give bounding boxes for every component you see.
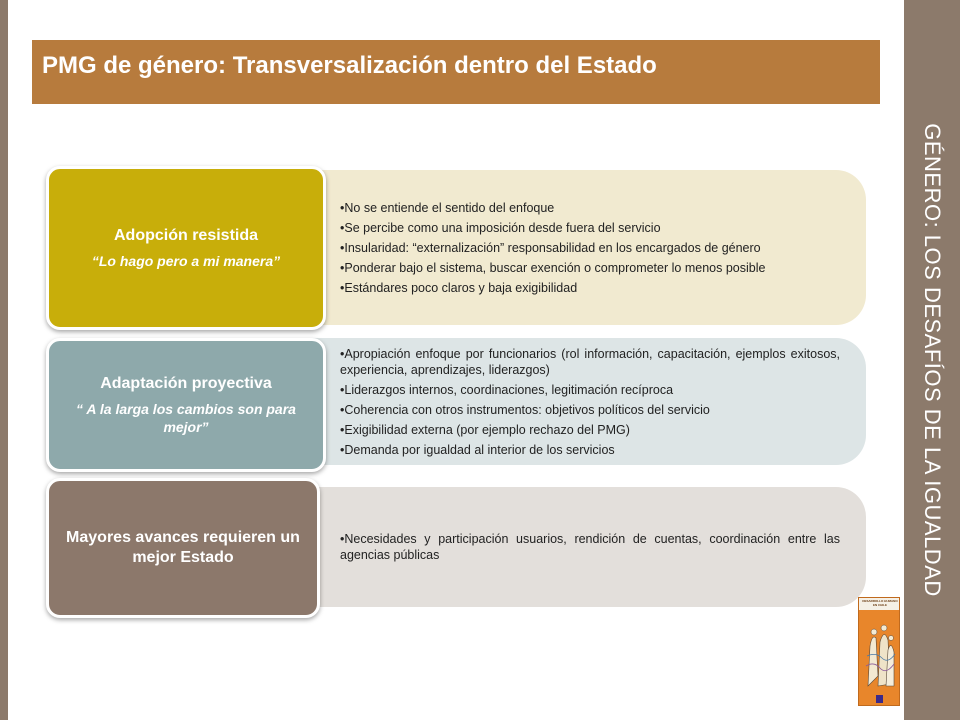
row-1-label-title: Adopción resistida bbox=[113, 227, 259, 244]
row-3-bullets-box bbox=[290, 487, 866, 607]
row-2-bullet: •Exigibilidad externa (por ejemplo rechazo del PMG) bbox=[340, 422, 630, 437]
row-2-bullet: •Demanda por igualdad al interior de los servicios bbox=[340, 442, 615, 457]
row-3-label-box bbox=[46, 478, 320, 618]
row-2-bullet: •Coherencia con otros instrumentos: objetivos políticos del servicio bbox=[340, 402, 710, 417]
row-2-label-subtitle: “ A la larga los cambios son para mejor” bbox=[76, 401, 296, 435]
header-bar bbox=[32, 40, 880, 104]
row-1-label-box bbox=[46, 166, 326, 330]
slide-title: PMG de género: Transversalización dentro del Estado bbox=[42, 52, 657, 79]
row-2-bullet: •Apropiación enfoque por funcionarios (rol información, capacitación, ejemplos exitosos, experiencia, aprendizajes, liderazgos) bbox=[340, 346, 840, 377]
row-1-label-subtitle: “Lo hago pero a mi manera” bbox=[91, 253, 281, 269]
row-1-bullet-list bbox=[340, 200, 840, 296]
side-title: GÉNERO: LOS DESAFÍOS DE LA IGUALDAD bbox=[920, 123, 945, 597]
report-cover-logo bbox=[876, 695, 883, 703]
row-2-bullet: •Liderazgos internos, coordinaciones, legitimación recíproca bbox=[340, 382, 674, 397]
row-2-bullet-list bbox=[340, 346, 840, 458]
report-cover-image bbox=[858, 597, 900, 706]
row-3-bullet-list bbox=[340, 531, 840, 563]
row-1-bullet: •Se percibe como una imposición desde fuera del servicio bbox=[340, 220, 661, 235]
row-3-label-title: Mayores avances requieren un mejor Estado bbox=[66, 529, 300, 566]
row-2-bullets-box bbox=[290, 338, 866, 465]
row-1-bullet: •Estándares poco claros y baja exigibilidad bbox=[340, 280, 578, 295]
row-1-bullet: •No se entiende el sentido del enfoque bbox=[340, 200, 555, 215]
row-2-label-title: Adaptación proyectiva bbox=[100, 375, 272, 392]
row-2-label-box bbox=[46, 338, 326, 472]
row-3-bullet: •Necesidades y participación usuarios, rendición de cuentas, coordinación entre las agencias públicas bbox=[340, 532, 840, 562]
row-1-bullet: •Ponderar bajo el sistema, buscar exención o comprometer lo menos posible bbox=[340, 260, 766, 275]
row-1-bullets-box bbox=[290, 170, 866, 325]
report-cover-illustration bbox=[864, 616, 896, 691]
report-cover-title: DESARROLLO HUMANO EN CHILE bbox=[862, 599, 898, 607]
row-1-bullet: •Insularidad: “externalización” responsabilidad en los encargados de género bbox=[340, 240, 761, 255]
